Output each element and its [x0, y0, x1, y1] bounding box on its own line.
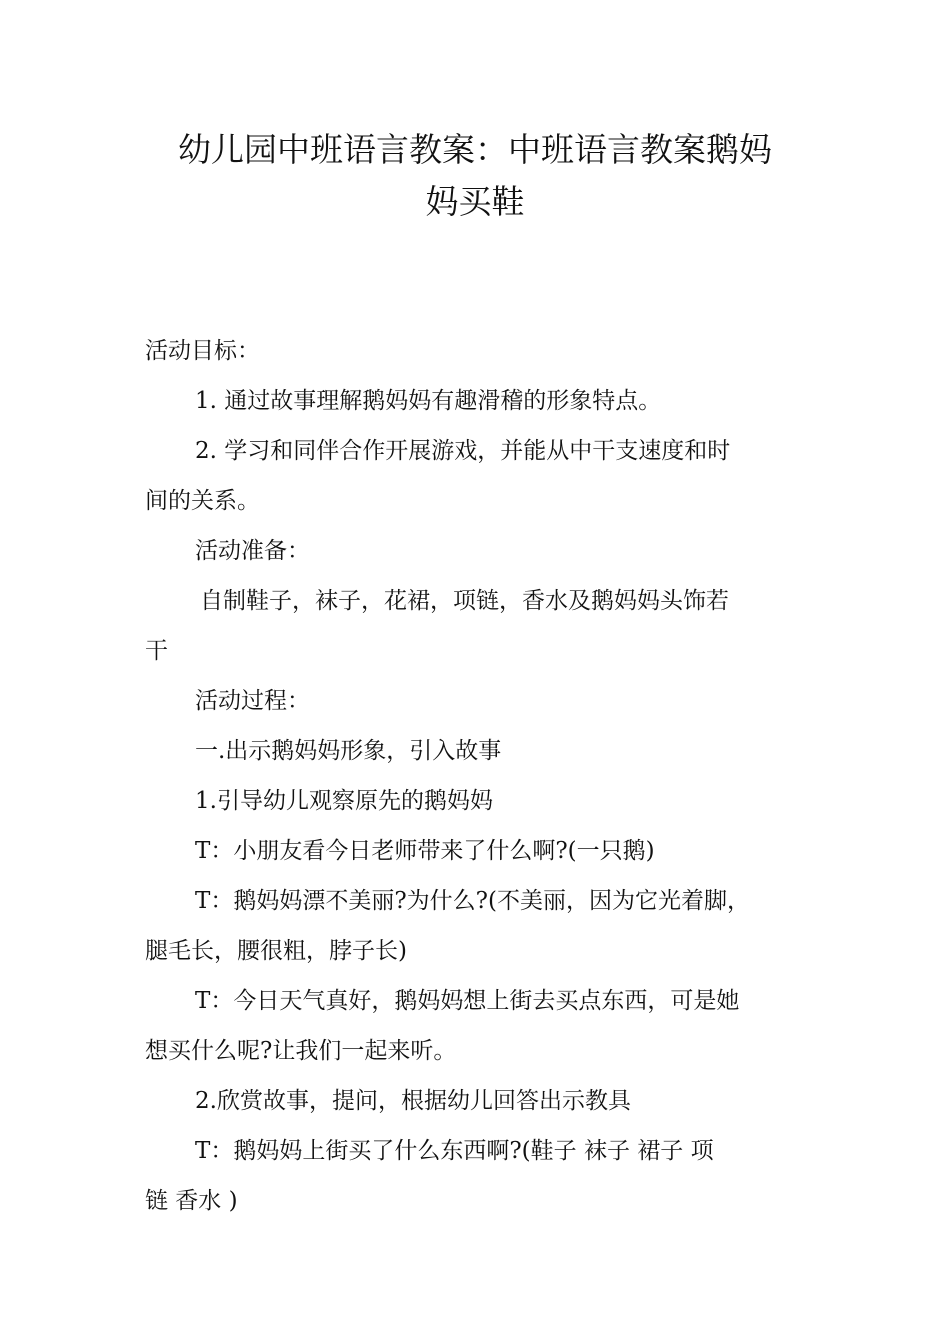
process-substep-1: 1.引导幼儿观察原先的鹅妈妈 — [195, 788, 493, 814]
goal-item-2: 2. 学习和同伴合作开展游戏，并能从中干支速度和时 — [195, 438, 731, 464]
preparation-text: 自制鞋子，袜子，花裙，项链，香水及鹅妈妈头饰若 — [200, 588, 729, 614]
dialogue-line-3: T：今日天气真好，鹅妈妈想上街去买点东西，可是她 — [195, 988, 740, 1014]
goal-item-1: 1. 通过故事理解鹅妈妈有趣滑稽的形象特点。 — [195, 388, 662, 414]
dialogue-line-2: T：鹅妈妈漂不美丽?为什么?(不美丽，因为它光着脚， — [195, 888, 750, 914]
document-title-line-1: 幼儿园中班语言教案：中班语言教案鹅妈 — [178, 130, 772, 169]
dialogue-line-3-continued: 想买什么呢?让我们一起来听。 — [145, 1038, 457, 1064]
section-heading-preparation: 活动准备： — [195, 538, 310, 564]
dialogue-line-4-continued: 链 香水 ) — [145, 1188, 238, 1214]
dialogue-line-4: T：鹅妈妈上街买了什么东西啊?(鞋子 袜子 裙子 项 — [195, 1138, 714, 1164]
process-step-heading: 一.出示鹅妈妈形象，引入故事 — [195, 738, 502, 764]
preparation-text-continued: 干 — [145, 638, 168, 664]
dialogue-line-2-continued: 腿毛长，腰很粗，脖子长) — [145, 938, 407, 964]
section-heading-process: 活动过程： — [195, 688, 310, 714]
document-title-line-2: 妈买鞋 — [425, 182, 525, 221]
process-substep-2: 2.欣赏故事，提问，根据幼儿回答出示教具 — [195, 1088, 631, 1114]
section-heading-goals: 活动目标： — [145, 338, 260, 364]
dialogue-line-1: T：小朋友看今日老师带来了什么啊?(一只鹅) — [195, 838, 655, 864]
goal-item-2-continued: 间的关系。 — [145, 488, 260, 514]
